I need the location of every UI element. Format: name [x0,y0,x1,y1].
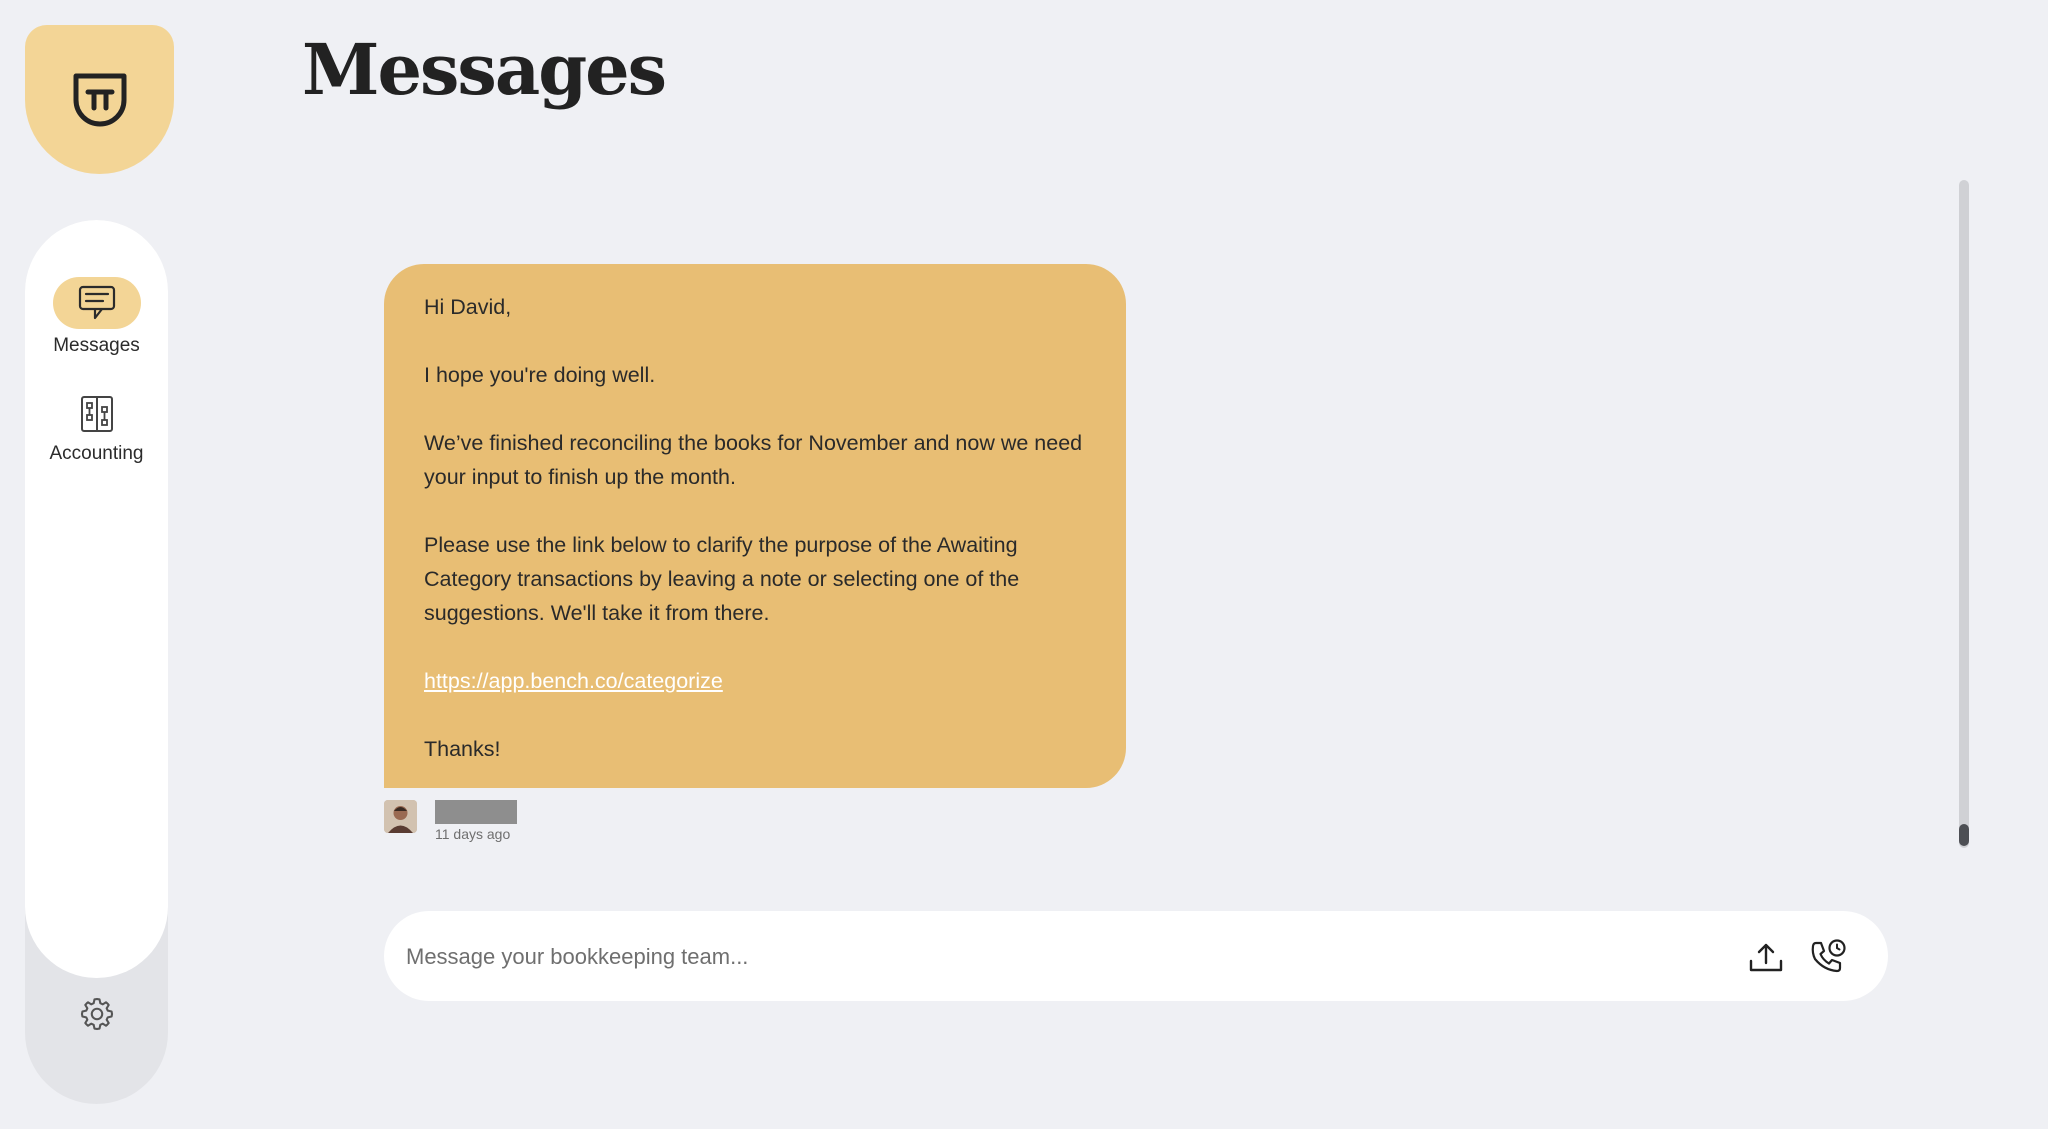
message-signoff: Thanks! [424,737,501,761]
message-paragraph: I hope you're doing well. [424,363,656,387]
message-bubble [384,264,1126,788]
gear-icon [78,995,116,1033]
message-paragraph: We’ve finished reconciling the books for November and now we need your input to finish up the month. [424,431,1083,489]
page-title: Messages [302,28,666,111]
categorize-link[interactable]: https://app.bench.co/categorize [424,669,723,693]
ledger-icon [80,395,114,433]
avatar [384,800,417,833]
settings-button[interactable] [75,992,119,1036]
message-greeting: Hi David, [424,295,512,319]
message-paragraph: Please use the link below to clarify the purpose of the Awaiting Category transactions by leaving a note or selecting one of the suggestions. We'll take it from there. [424,533,1020,625]
sidebar-item-label: Messages [53,335,140,356]
sidebar-item-label: Accounting [49,443,144,464]
sender-name-redacted [435,800,517,824]
logo[interactable] [25,25,174,174]
upload-button[interactable] [1746,937,1786,977]
sidebar-item-active-highlight [53,277,141,329]
sidebar-item-messages[interactable] [25,277,168,357]
phone-schedule-icon [1808,937,1848,977]
message-composer [384,911,1888,1001]
message-timestamp: 11 days ago [435,826,511,842]
schedule-call-button[interactable] [1806,935,1850,979]
scrollbar-track[interactable] [1959,180,1969,848]
message-input[interactable] [404,935,1708,979]
chat-bubbles-icon [77,284,117,322]
shield-pi-logo-icon [70,70,130,130]
sidebar-item-accounting[interactable] [25,395,168,465]
scrollbar-thumb[interactable] [1959,824,1969,846]
upload-icon [1748,941,1784,973]
sidebar [25,220,168,978]
message-link-paragraph [424,664,1086,698]
